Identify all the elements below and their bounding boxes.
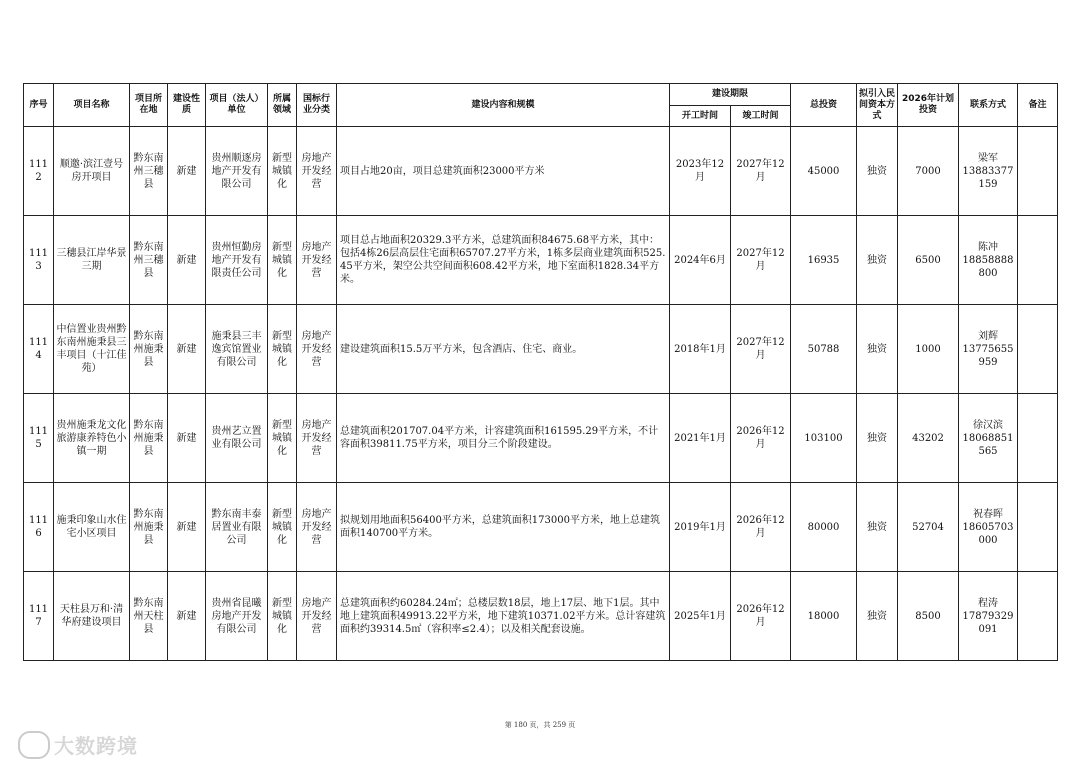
cell-content: 拟规划用地面积56400平方米，总建筑面积173000平方米，地上总建筑面积140700平方米。 [337,483,670,572]
cell-nature: 新建 [168,127,206,216]
header-industry: 国标行业分类 [297,84,337,127]
cell-location: 黔东南州施秉县 [130,483,168,572]
cell-private: 独资 [857,216,898,305]
cell-location: 黔东南州天柱县 [130,572,168,661]
cell-contact [959,127,1018,216]
table-row [24,216,1058,305]
cell-remark [1018,216,1058,305]
cell-industry: 房地产开发经营 [297,127,337,216]
contact-phone: 18068851565 [962,432,1014,457]
cell-total: 18000 [791,572,857,661]
cell-contact [959,483,1018,572]
cell-location: 黔东南州三穗县 [130,127,168,216]
cell-total: 103100 [791,394,857,483]
cell-unit: 贵州艺立置业有限公司 [206,394,268,483]
table-row [24,305,1058,394]
contact-phone: 18605703000 [962,521,1014,546]
cell-content: 项目总占地面积20329.3平方米，总建筑面积84675.68平方米，其中：包括4栋26层高层住宅面积65707.27平方米，1栋多层商业建筑面积525.45平方米，架空公共空间面积608.42平方米，地下室面积1828.34平方米。 [337,216,670,305]
cell-private: 独资 [857,394,898,483]
cell-remark [1018,394,1058,483]
cell-seq: 1114 [24,305,54,394]
cell-end: 2026年12月 [731,572,791,661]
cell-industry: 房地产开发经营 [297,483,337,572]
cell-domain: 新型城镇化 [268,127,297,216]
contact-name: 祝春晖 [973,508,1003,520]
contact-name: 陈冲 [978,241,998,253]
watermark [18,730,138,759]
cell-name: 天柱县万和·清华府建设项目 [54,572,130,661]
contact-phone: 13775655959 [962,343,1014,368]
cell-content: 总建筑面积约60284.24㎡；总楼层数18层，地上17层、地下1层。其中地上建筑面积49913.22平方米，地下建筑10371.02平方米。总计容建筑面积约39314.5㎡（容积率≤2.4）；以及相关配套设施。 [337,572,670,661]
cell-domain: 新型城镇化 [268,572,297,661]
cell-seq: 1113 [24,216,54,305]
cell-domain: 新型城镇化 [268,305,297,394]
header-total: 总投资 [791,84,857,127]
header-location: 项目所在地 [130,84,168,127]
cell-content: 总建筑面积201707.04平方米，计容建筑面积161595.29平方米，不计容面积39811.75平方米，项目分三个阶段建设。 [337,394,670,483]
cell-total: 16935 [791,216,857,305]
watermark-text: 大数跨境 [54,734,138,758]
project-table [23,83,1058,661]
cell-private: 独资 [857,483,898,572]
cell-nature: 新建 [168,305,206,394]
page-footer: 第 180 页，共 259 页 [504,721,576,729]
cell-start: 2024年6月 [670,216,731,305]
cell-plan: 8500 [898,572,959,661]
cell-start: 2023年12月 [670,127,731,216]
watermark-logo-icon [18,731,50,759]
table-body [24,127,1058,661]
cell-contact [959,572,1018,661]
cell-start: 2019年1月 [670,483,731,572]
header-end: 竣工时间 [731,106,791,127]
cell-nature: 新建 [168,216,206,305]
cell-name: 中信置业贵州黔东南州施秉县三丰项目（十江佳苑） [54,305,130,394]
cell-industry: 房地产开发经营 [297,394,337,483]
cell-plan: 1000 [898,305,959,394]
cell-location: 黔东南州三穗县 [130,216,168,305]
cell-nature: 新建 [168,572,206,661]
cell-name: 三穗县江岸华景三期 [54,216,130,305]
header-private: 拟引入民间资本方式 [857,84,898,127]
header-unit: 项目（法人）单位 [206,84,268,127]
cell-plan: 7000 [898,127,959,216]
contact-name: 梁军 [978,152,998,164]
cell-nature: 新建 [168,483,206,572]
cell-domain: 新型城镇化 [268,216,297,305]
cell-start: 2025年1月 [670,572,731,661]
cell-private: 独资 [857,572,898,661]
cell-remark [1018,127,1058,216]
cell-end: 2027年12月 [731,127,791,216]
cell-end: 2026年12月 [731,394,791,483]
cell-content: 建设建筑面积15.5万平方米，包含酒店、住宅、商业。 [337,305,670,394]
cell-contact [959,394,1018,483]
cell-name: 施秉印象山水住宅小区项目 [54,483,130,572]
cell-end: 2027年12月 [731,305,791,394]
header-nature: 建设性质 [168,84,206,127]
contact-phone: 17879329091 [962,610,1014,635]
header-name: 项目名称 [54,84,130,127]
table-row [24,572,1058,661]
cell-location: 黔东南州施秉县 [130,305,168,394]
cell-content: 项目占地20亩，项目总建筑面积23000平方米 [337,127,670,216]
cell-end: 2027年12月 [731,216,791,305]
cell-unit: 黔东南丰泰居置业有限公司 [206,483,268,572]
contact-name: 刘辉 [978,330,998,342]
cell-unit: 贵州省昆曦房地产开发有限公司 [206,572,268,661]
cell-unit: 施秉县三丰逸宾馆置业有限公司 [206,305,268,394]
table-row [24,483,1058,572]
cell-end: 2026年12月 [731,483,791,572]
contact-name: 徐汉滨 [973,419,1003,431]
cell-seq: 1117 [24,572,54,661]
cell-private: 独资 [857,305,898,394]
header-seq: 序号 [24,84,54,127]
cell-nature: 新建 [168,394,206,483]
cell-seq: 1116 [24,483,54,572]
cell-seq: 1112 [24,127,54,216]
cell-domain: 新型城镇化 [268,483,297,572]
cell-name: 顺邀·滨江壹号房开项目 [54,127,130,216]
cell-industry: 房地产开发经营 [297,572,337,661]
table-row [24,127,1058,216]
cell-industry: 房地产开发经营 [297,305,337,394]
cell-remark [1018,305,1058,394]
cell-unit: 贵州顺逐房地产开发有限公司 [206,127,268,216]
header-content: 建设内容和规模 [337,84,670,127]
cell-seq: 1115 [24,394,54,483]
cell-industry: 房地产开发经营 [297,216,337,305]
cell-plan: 43202 [898,394,959,483]
contact-phone: 13883377159 [962,165,1014,190]
cell-remark [1018,572,1058,661]
contact-phone: 18858888800 [962,254,1014,279]
cell-location: 黔东南州施秉县 [130,394,168,483]
cell-unit: 贵州恒勤房地产开发有限责任公司 [206,216,268,305]
header-plan: 2026年计划投资 [898,84,959,127]
cell-private: 独资 [857,127,898,216]
header-start: 开工时间 [670,106,731,127]
cell-start: 2021年1月 [670,394,731,483]
cell-total: 50788 [791,305,857,394]
cell-domain: 新型城镇化 [268,394,297,483]
cell-name: 贵州施秉龙文化旅游康养特色小镇一期 [54,394,130,483]
cell-contact [959,216,1018,305]
cell-remark [1018,483,1058,572]
header-domain: 所属领域 [268,84,297,127]
table-row [24,394,1058,483]
cell-contact [959,305,1018,394]
cell-start: 2018年1月 [670,305,731,394]
header-period: 建设期限 [670,84,791,106]
header-remark: 备注 [1018,84,1058,127]
header-contact: 联系方式 [959,84,1018,127]
contact-name: 程涛 [978,597,998,609]
cell-total: 80000 [791,483,857,572]
cell-plan: 52704 [898,483,959,572]
cell-plan: 6500 [898,216,959,305]
cell-total: 45000 [791,127,857,216]
